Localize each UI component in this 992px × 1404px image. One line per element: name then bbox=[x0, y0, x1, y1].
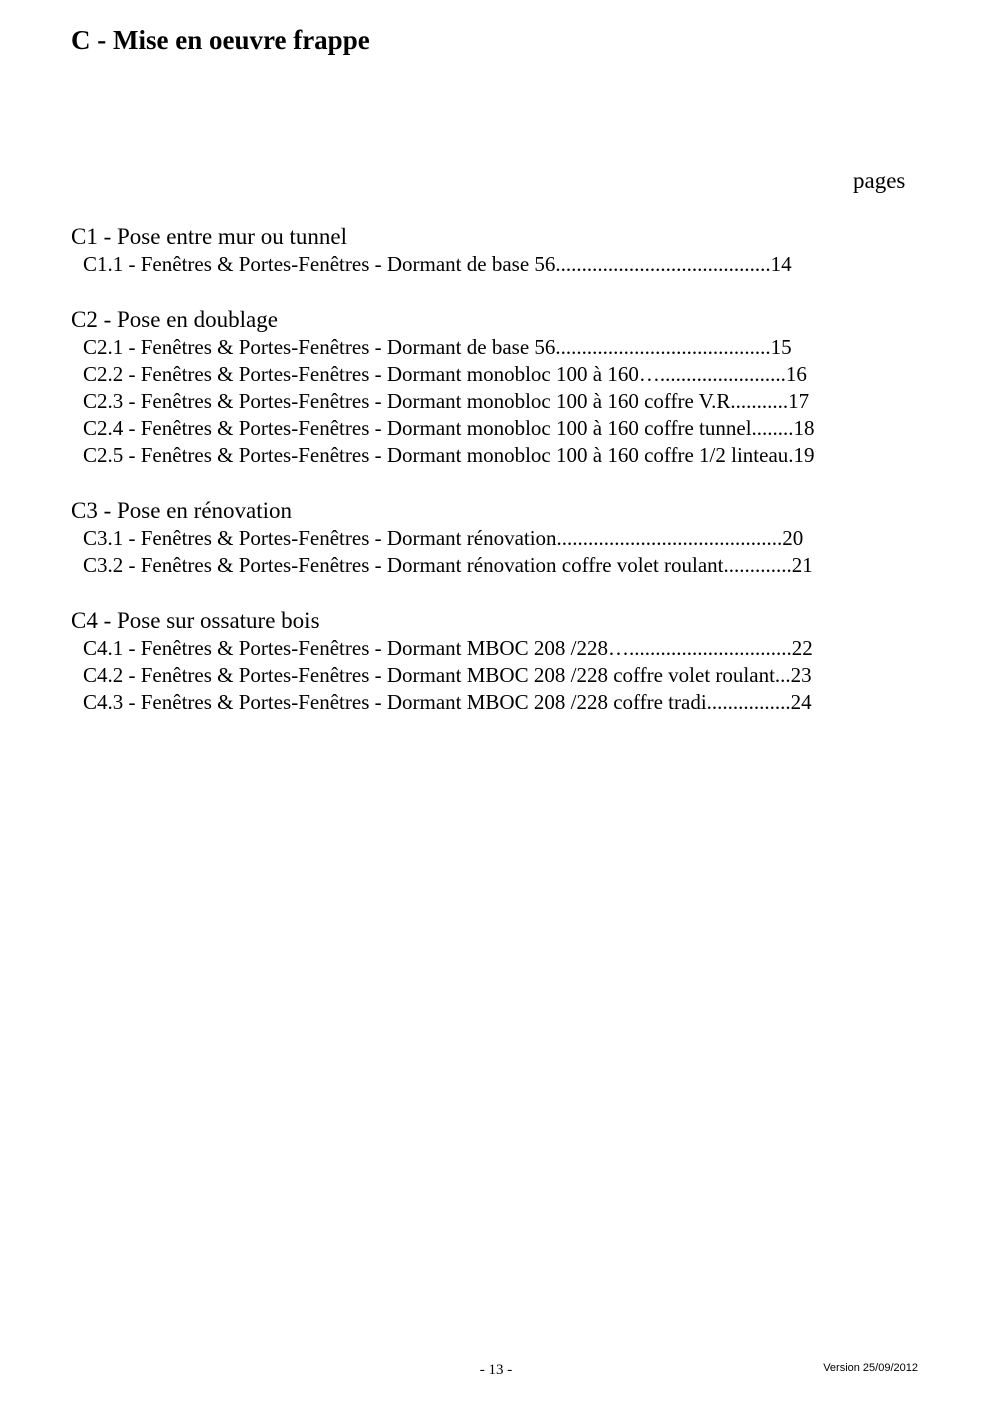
toc-entry-c4-3: C4.3 - Fenêtres & Portes-Fenêtres - Dormant MBOC 208 /228 coffre tradi................24 bbox=[83, 690, 812, 714]
toc-section-c4 bbox=[71, 607, 931, 716]
section-heading: C2 - Pose en doublage bbox=[71, 307, 278, 332]
footer-version: Version 25/09/2012 bbox=[823, 1362, 918, 1374]
toc-entry-c2-1: C2.1 - Fenêtres & Portes-Fenêtres - Dormant de base 56.........................................15 bbox=[83, 335, 792, 359]
page-title: C - Mise en oeuvre frappe bbox=[71, 25, 370, 55]
toc-section-c3 bbox=[71, 497, 931, 579]
toc-section-c2 bbox=[71, 306, 931, 469]
table-of-contents bbox=[71, 223, 931, 744]
toc-entry-c4-1: C4.1 - Fenêtres & Portes-Fenêtres - Dormant MBOC 208 /228…...............................22 bbox=[83, 636, 813, 660]
toc-entry-c3-1: C3.1 - Fenêtres & Portes-Fenêtres - Dormant rénovation...........................................20 bbox=[83, 526, 804, 550]
toc-entry-c2-5: C2.5 - Fenêtres & Portes-Fenêtres - Dormant monobloc 100 à 160 coffre 1/2 linteau.19 bbox=[83, 443, 815, 467]
section-heading: C3 - Pose en rénovation bbox=[71, 498, 293, 523]
toc-entry-c4-2: C4.2 - Fenêtres & Portes-Fenêtres - Dormant MBOC 208 /228 coffre volet roulant...23 bbox=[83, 663, 812, 687]
footer-page-number: - 13 - bbox=[479, 1362, 513, 1378]
toc-entry-c2-2: C2.2 - Fenêtres & Portes-Fenêtres - Dormant monobloc 100 à 160…........................16 bbox=[83, 362, 807, 386]
toc-entry-c2-4: C2.4 - Fenêtres & Portes-Fenêtres - Dormant monobloc 100 à 160 coffre tunnel........18 bbox=[83, 416, 815, 440]
section-heading: C1 - Pose entre mur ou tunnel bbox=[71, 224, 347, 249]
toc-section-c1 bbox=[71, 223, 931, 278]
section-heading: C4 - Pose sur ossature bois bbox=[71, 608, 320, 633]
toc-entry-c2-3: C2.3 - Fenêtres & Portes-Fenêtres - Dormant monobloc 100 à 160 coffre V.R...........17 bbox=[83, 389, 810, 413]
toc-entry-c1-1: C1.1 - Fenêtres & Portes-Fenêtres - Dormant de base 56.........................................14 bbox=[83, 252, 792, 276]
pages-column-label: pages bbox=[853, 168, 906, 193]
toc-entry-c3-2: C3.2 - Fenêtres & Portes-Fenêtres - Dormant rénovation coffre volet roulant.............21 bbox=[83, 553, 813, 577]
